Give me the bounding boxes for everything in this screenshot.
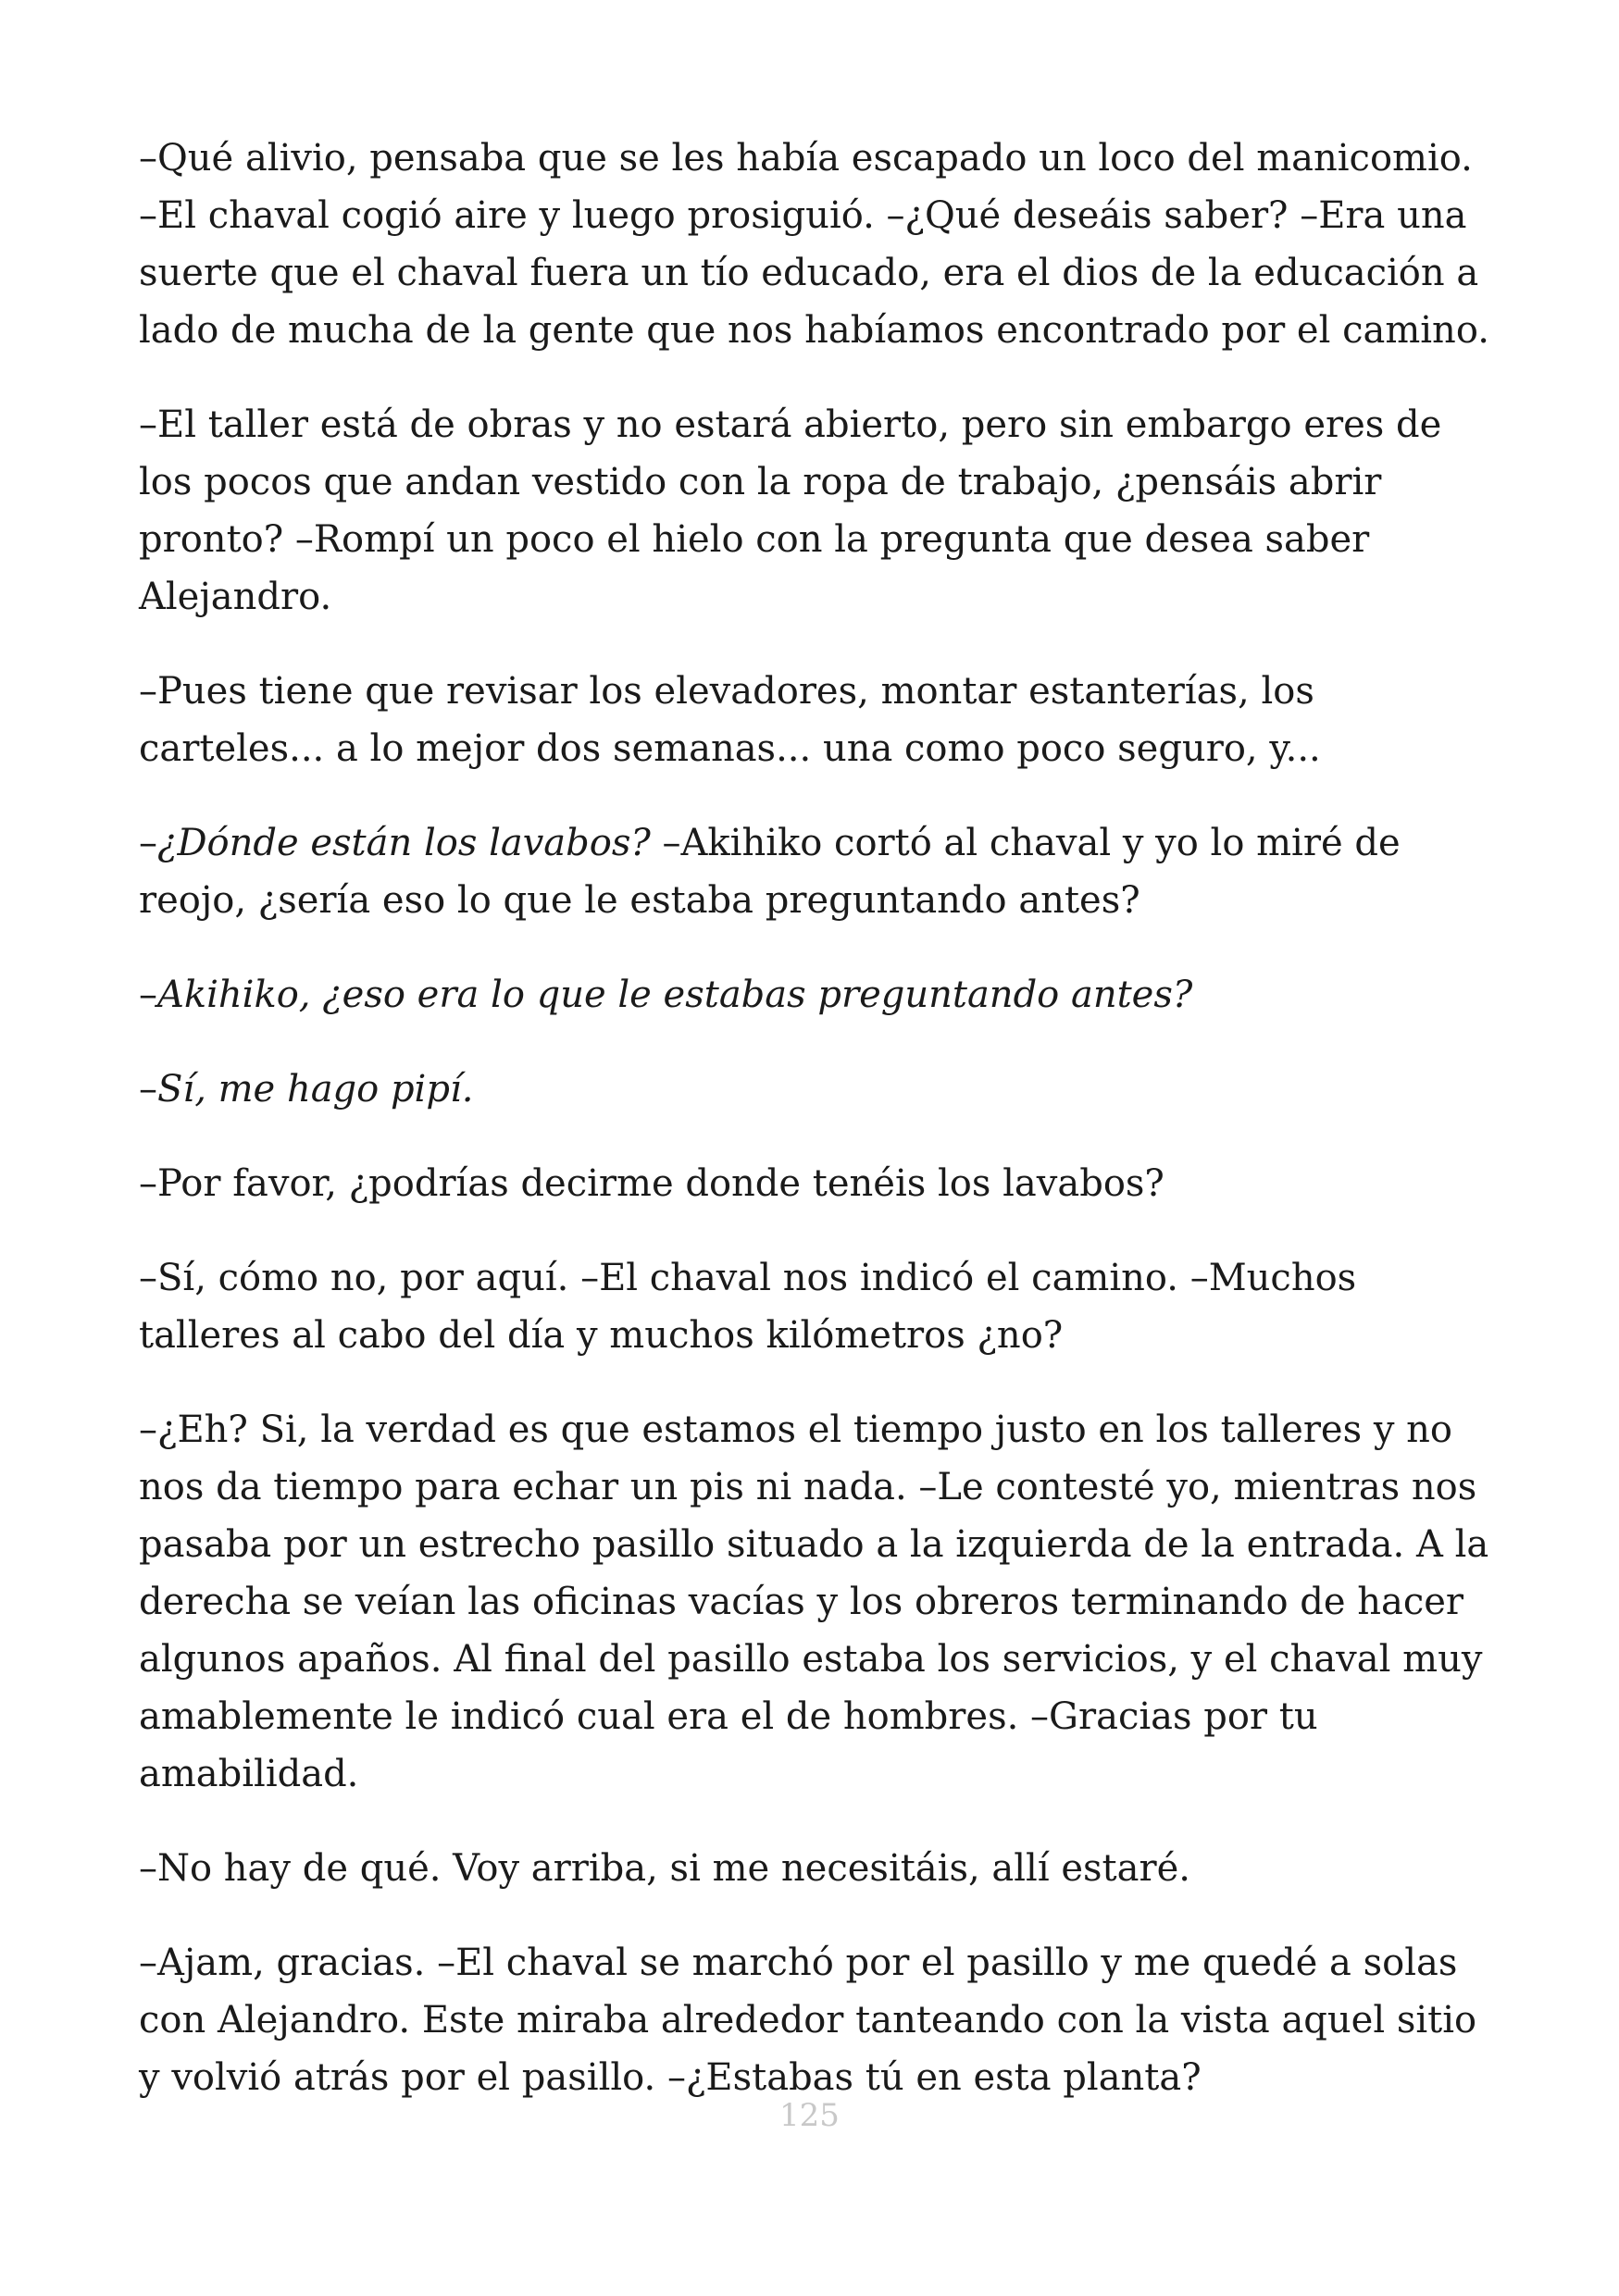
paragraph-text: – [139,974,157,1016]
paragraph-text: –Sí, cómo no, por aquí. –El chaval nos indicó el camino. –Muchos talleres al cabo del día y muchos kilómetros ¿no? [139,1257,1357,1357]
paragraph-text: –Qué alivio, pensaba que se les había escapado un loco del manicomio. –El chaval cogió aire y luego prosiguió. –¿Qué deseáis saber? –Era una suerte que el chaval fuera un tío educado, era el dios de la educación a lado de mucha de la gente que nos habíamos encontrado por el camino. [139,137,1489,352]
paragraph-6 [139,1061,1500,1118]
page-body-text [139,130,1500,2143]
paragraph-10 [139,1840,1500,1897]
paragraph-11 [139,1934,1500,2106]
paragraph-italic-text: Akihiko, ¿eso era lo que le estabas preguntando antes? [157,974,1193,1016]
page-number: 125 [779,2097,840,2134]
paragraph-text: –Pues tiene que revisar los elevadores, montar estanterías, los carteles... a lo mejor dos semanas... una como poco seguro, y... [139,670,1321,770]
paragraph-1 [139,130,1500,359]
paragraph-9 [139,1401,1500,1803]
paragraph-8 [139,1249,1500,1364]
paragraph-italic-text: ¿Dónde están los lavabos? [157,822,651,864]
paragraph-text: –¿Eh? Si, la verdad es que estamos el tiempo justo en los talleres y no nos da tiempo para echar un pis ni nada. –Le contesté yo, mientras nos pasaba por un estrecho pasillo situado a la izquierda de la entrada. A la derecha se veían las oficinas vacías y los obreros terminando de hacer algunos apaños. Al final del pasillo estaba los servicios, y el chaval muy amablemente le indicó cual era el de hombres. –Gracias por tu amabilidad. [139,1409,1489,1795]
paragraph-text: –Por favor, ¿podrías decirme donde tenéis los lavabos? [139,1162,1164,1205]
paragraph-4 [139,814,1500,929]
paragraph-3 [139,663,1500,777]
paragraph-2 [139,396,1500,626]
paragraph-text: –Akihiko cortó al chaval y yo lo miré de reojo, ¿sería eso lo que le estaba preguntando antes? [139,822,1401,922]
paragraph-text: –El taller está de obras y no estará abierto, pero sin embargo eres de los pocos que andan vestido con la ropa de trabajo, ¿pensáis abrir pronto? –Rompí un poco el hielo con la pregunta que desea saber Alejandro. [139,403,1442,618]
paragraph-text: – [139,1068,157,1111]
paragraph-7 [139,1155,1500,1212]
paragraph-text: – [139,822,157,864]
paragraph-text: –No hay de qué. Voy arriba, si me necesitáis, allí estaré. [139,1847,1190,1890]
paragraph-5 [139,966,1500,1024]
paragraph-text: –Ajam, gracias. –El chaval se marchó por el pasillo y me quedé a solas con Alejandro. Este miraba alrededor tanteando con la vista aquel sitio y volvió atrás por el pasillo. –¿Estabas tú en esta planta? [139,1942,1477,2099]
paragraph-italic-text: Sí, me hago pipí. [157,1068,474,1111]
